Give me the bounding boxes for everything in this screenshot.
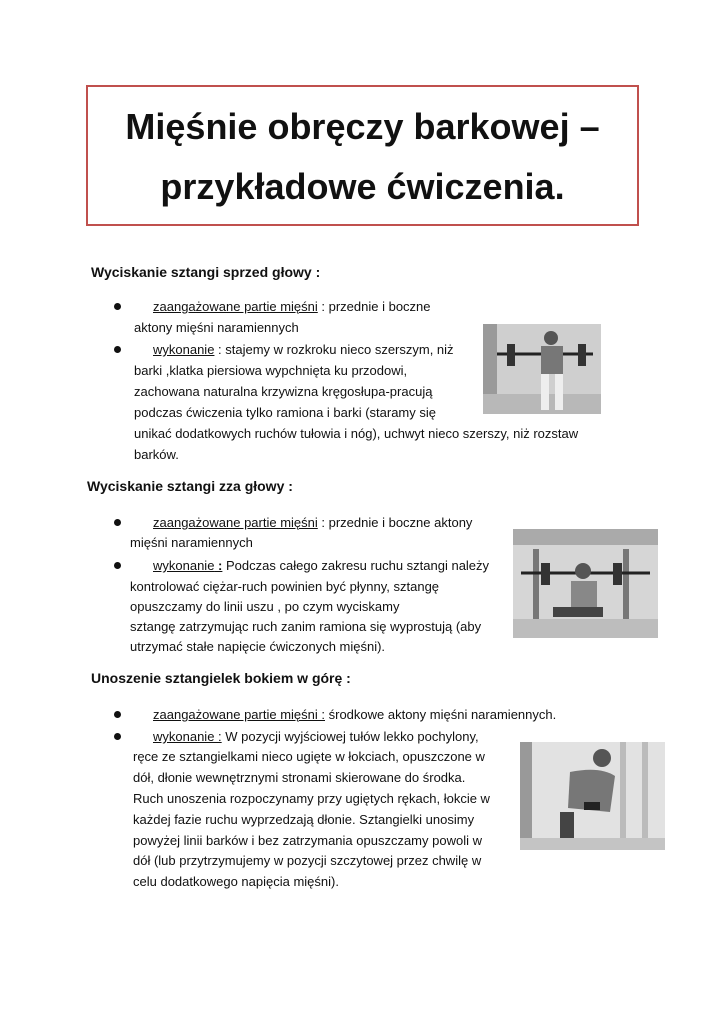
execution-text: W pozycji wyjściowej tułów lekko pochylony, <box>221 729 479 744</box>
bullet <box>114 346 121 353</box>
bullet <box>114 733 121 740</box>
execution-cont: opuszczamy do linii uszu , po czym wyciskamy <box>130 599 400 614</box>
muscles-text: : przednie i boczne aktony <box>317 515 473 530</box>
execution-cont: unikać dodatkowych ruchów tułowia i nóg), uchwyt nieco szerszy, niż rozstaw <box>134 426 579 441</box>
page-title-line-1: Mięśnie obręczy barkowej – <box>125 106 600 147</box>
section-heading-front-press: Wyciskanie sztangi sprzed głowy : <box>91 264 321 280</box>
execution-cont: utrzymać stałe napięcie ćwiczonych mięśni). <box>130 639 386 654</box>
execution-cont: powyżej linii barków i bez zatrzymania opuszczamy powoli w <box>133 833 482 848</box>
execution-cont: kontrolować ciężar-ruch powinien być płynny, sztangę <box>130 579 440 594</box>
section-heading-lateral-raise: Unoszenie sztangielek bokiem w górę : <box>91 670 351 686</box>
title-box <box>86 85 639 226</box>
muscles-cont: mięśni naramiennych <box>130 535 253 550</box>
execution-cont: podczas ćwiczenia tylko ramiona i barki (staramy się <box>134 405 436 420</box>
muscles-line <box>153 299 431 315</box>
muscles-label: zaangażowane partie mięśni <box>153 515 318 530</box>
muscles-label: zaangażowane partie mięśni : <box>153 707 325 722</box>
muscles-text: : przednie i boczne <box>317 299 431 314</box>
dumbbell-lateral-raise-photo <box>520 742 665 850</box>
execution-line <box>153 558 489 574</box>
bullet <box>114 711 121 718</box>
page-title-line-2: przykładowe ćwiczenia. <box>160 166 565 207</box>
bullet <box>114 519 121 526</box>
execution-line <box>153 729 479 745</box>
execution-cont: dół, dłonie wewnętrznymi stronami skierowane do środka. <box>133 770 466 785</box>
behind-neck-press-photo <box>513 529 658 638</box>
execution-cont: celu dodatkowego napięcia mięśni). <box>133 874 339 889</box>
execution-cont: dół (lub przytrzymujemy w pozycji szczytowej przez chwilę w <box>133 853 482 868</box>
bullet <box>114 562 121 569</box>
execution-label: wykonanie <box>153 342 215 357</box>
execution-colon: : <box>214 558 223 573</box>
execution-cont: sztangę zatrzymując ruch zanim ramiona się wyprostują (aby <box>130 619 482 634</box>
execution-line <box>153 342 454 358</box>
execution-label: wykonanie <box>153 558 215 573</box>
muscles-label: zaangażowane partie mięśni <box>153 299 318 314</box>
execution-cont: ręce ze sztangielkami nieco ugięte w łokciach, opuszczone w <box>133 749 485 764</box>
execution-label: wykonanie : <box>153 729 222 744</box>
execution-cont: zachowana naturalna krzywizna kręgosłupa-pracują <box>134 384 433 399</box>
front-barbell-press-photo <box>483 324 601 414</box>
bullet <box>114 303 121 310</box>
execution-cont: każdej fazie ruchu wyprzedzają dłonie. Sztangielki unosimy <box>133 812 475 827</box>
section-heading-behind-neck-press: Wyciskanie sztangi zza głowy : <box>87 478 293 494</box>
execution-text: : stajemy w rozkroku nieco szerszym, niż <box>214 342 454 357</box>
muscles-line <box>153 707 556 723</box>
muscles-text: środkowe aktony mięśni naramiennych. <box>325 707 557 722</box>
execution-text: Podczas całego zakresu ruchu sztangi należy <box>222 558 490 573</box>
execution-cont: barków. <box>134 447 179 462</box>
execution-cont: barki ,klatka piersiowa wypchnięta ku przodowi, <box>134 363 408 378</box>
execution-cont: Ruch unoszenia rozpoczynamy przy ugiętych rękach, łokcie w <box>133 791 490 806</box>
muscles-cont: aktony mięśni naramiennych <box>134 320 299 335</box>
muscles-line <box>153 515 472 531</box>
